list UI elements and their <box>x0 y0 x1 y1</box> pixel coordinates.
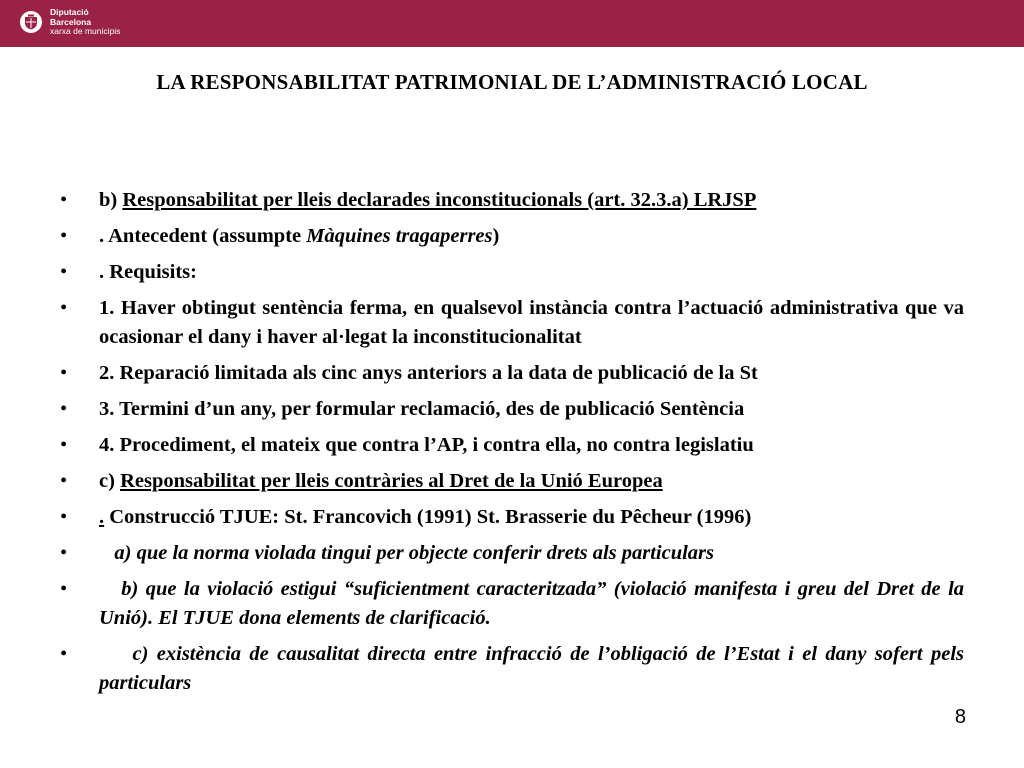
bullet-marker: • <box>60 578 68 600</box>
slide-title: LA RESPONSABILITAT PATRIMONIAL DE L’ADMINISTRACIÓ LOCAL <box>156 70 868 94</box>
construccio-text: Construcció TJUE: St. Francovich (1991) St. Brasserie du Pêcheur (1996) <box>104 506 752 528</box>
bullet-marker: • <box>60 434 68 456</box>
bullet-marker: • <box>60 398 68 420</box>
req2-text: 2. Reparació limitada als cinc anys anteriors a la data de publicació de la St <box>99 362 758 384</box>
bullet-item-req1 <box>60 294 964 352</box>
bullet-item-req2 <box>60 359 964 388</box>
bullet-item-req3 <box>60 395 964 424</box>
bullet-item-requisits <box>60 258 964 287</box>
req3-text: 3. Termini d’un any, per formular reclamació, des de publicació Sentència <box>99 398 745 420</box>
bullet-marker: • <box>60 261 68 283</box>
page-number: 8 <box>954 706 966 728</box>
bullet-marker: • <box>60 189 68 211</box>
requisits-text: . Requisits: <box>99 261 197 283</box>
diputacio-barcelona-logo-icon <box>20 11 42 33</box>
logo-line-2: Barcelona <box>50 16 92 27</box>
bullet-item-req4 <box>60 431 964 460</box>
bullet-marker: • <box>60 506 68 528</box>
logo-line-3: xarxa de municipis <box>50 26 121 36</box>
logo-text <box>50 8 120 37</box>
antecedent-pre: . Antecedent (assumpte <box>99 225 307 247</box>
bullet-item-cond-b <box>60 575 970 633</box>
bullet-marker: • <box>60 542 68 564</box>
cond-b-text: b) que la violació estigui “suficientment caracteritzada” (violació manifesta i greu del Dret de la Unió). El TJUE dona elements de clarificació. <box>99 578 970 629</box>
cond-a-text: a) que la norma violada tingui per objecte conferir drets als particulars <box>99 542 715 564</box>
bullet-item-c <box>60 467 964 496</box>
antecedent-case: Màquines tragaperres <box>306 225 493 247</box>
req4-text: 4. Procediment, el mateix que contra l’AP, i contra ella, no contra legislatiu <box>99 434 754 456</box>
c-prefix: c) <box>99 470 121 492</box>
bullet-item-construccio <box>60 503 964 532</box>
bullet-marker: • <box>60 362 68 384</box>
b-prefix: b) <box>99 189 123 211</box>
b-heading: Responsabilitat per lleis declarades inconstitucionals (art. 32.3.a) LRJSP <box>122 189 757 211</box>
cond-c-text: c) existència de causalitat directa entre infracció de l’obligació de l’Estat i el dany sofert pels particulars <box>99 643 970 694</box>
bullet-item-cond-a <box>60 539 964 568</box>
bullet-list <box>60 186 970 705</box>
logo-line-1: Diputació <box>50 7 89 17</box>
construccio-dot: . <box>99 506 105 528</box>
bullet-item-cond-c <box>60 640 970 698</box>
c-heading: Responsabilitat per lleis contràries al Dret de la Unió Europea <box>120 470 663 492</box>
req1-text: 1. Haver obtingut sentència ferma, en qualsevol instància contra l’actuació administrativa que va ocasionar el dany i haver al·legat la inconstitucionalitat <box>99 297 964 348</box>
bullet-item-b <box>60 186 964 215</box>
antecedent-post: ) <box>492 225 500 247</box>
header-bar <box>0 0 1024 47</box>
bullet-marker: • <box>60 225 68 247</box>
bullet-marker: • <box>60 470 68 492</box>
bullet-marker: • <box>60 297 68 319</box>
bullet-item-antecedent <box>60 222 964 251</box>
bullet-marker: • <box>60 643 68 665</box>
diputacio-logo <box>20 8 120 37</box>
